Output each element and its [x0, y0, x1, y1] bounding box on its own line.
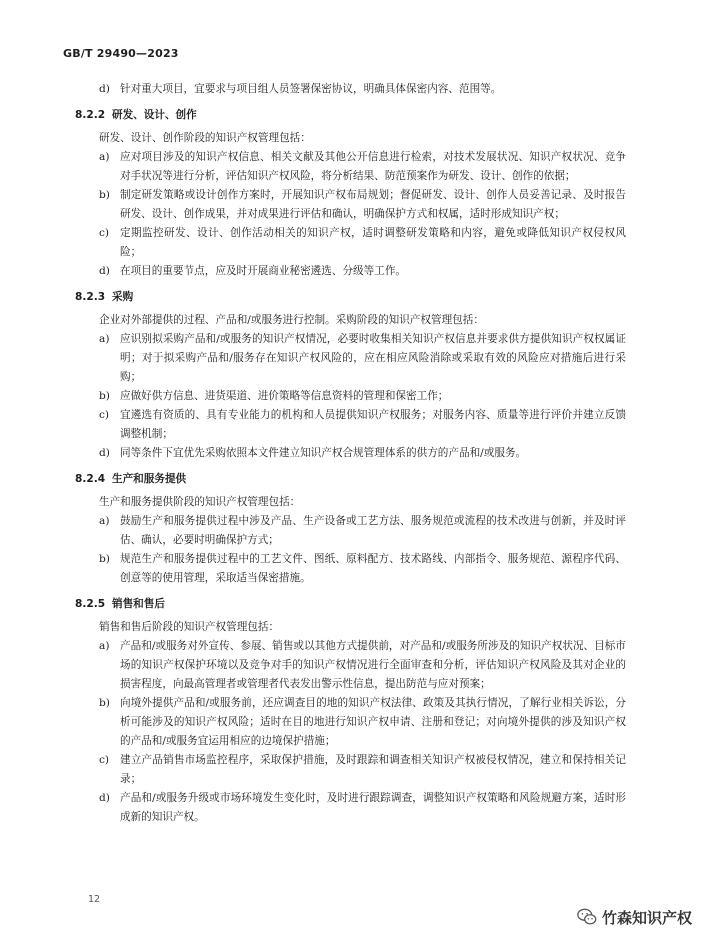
section-number: 8.2.5	[75, 598, 106, 610]
item-text: 规范生产和服务提供过程中的工艺文件、图纸、原料配方、技术路线、内部指令、服务规范、源程序代码、创意等的使用管理，采取适当保密措施。	[120, 553, 626, 584]
item-text: 宜遴选有资质的、具有专业能力的机构和人员提供知识产权服务；对服务内容、质量等进行评价并建立反馈调整机制；	[120, 409, 626, 440]
item-marker: b)	[99, 390, 110, 402]
list-item	[0, 637, 710, 694]
section-number: 8.2.4	[75, 473, 106, 485]
item-marker: a)	[99, 515, 110, 527]
section-intro: 研发、设计、创作阶段的知识产权管理包括：	[99, 132, 311, 144]
section-number: 8.2.2	[75, 109, 106, 121]
section-title: 生产和服务提供	[112, 473, 187, 485]
item-text: 建立产品销售市场监控程序，采取保护措施，及时跟踪和调查相关知识产权被侵权情况，建立和保持相关记录；	[120, 754, 626, 785]
item-text: 制定研发策略或设计创作方案时，开展知识产权布局规划；督促研发、设计、创作人员妥善记录、及时报告研发、设计、创作成果，并对成果进行评估和确认，明确保护方式和权属，适时形成知识产权；	[120, 189, 626, 220]
standard-code: GB/T 29490—2023	[63, 47, 179, 60]
section-title: 销售和售后	[112, 598, 165, 610]
section-heading	[0, 105, 710, 125]
list-item	[0, 789, 710, 827]
item-text: 应识别拟采购产品和/或服务的知识产权情况，必要时收集相关知识产权信息并要求供方提供知识产权权属证明；对于拟采购产品和/服务存在知识产权风险的，应在相应风险消除或采取有效的风险应对措施后进行采购；	[120, 333, 626, 383]
item-marker: d)	[99, 265, 110, 277]
item-text: 应做好供方信息、进货渠道、进价策略等信息资料的管理和保密工作；	[120, 390, 449, 402]
list-item	[0, 751, 710, 789]
item-marker: c)	[99, 409, 110, 421]
item-text: 向境外提供产品和/或服务前，还应调查目的地的知识产权法律、政策及其执行情况，了解行业相关诉讼，分析可能涉及的知识产权风险；适时在目的地进行知识产权申请、注册和登记；对向境外提供的涉及知识产权的产品和/或服务宜运用相应的边境保护措施；	[120, 697, 626, 747]
section-heading	[0, 287, 710, 307]
list-item	[0, 387, 710, 406]
item-marker: a)	[99, 151, 110, 163]
item-marker: b)	[99, 553, 110, 565]
section-title: 研发、设计、创作	[112, 109, 197, 121]
page-number: 12	[88, 894, 101, 905]
section-intro: 销售和售后阶段的知识产权管理包括：	[99, 621, 280, 633]
list-item	[0, 262, 710, 281]
wechat-bubble-icon	[576, 906, 598, 928]
item-marker: d)	[99, 83, 110, 95]
section-heading	[0, 469, 710, 489]
item-text: 针对重大项目，宜要求与项目组人员签署保密协议，明确具体保密内容、范围等。	[120, 83, 502, 95]
section-heading	[0, 594, 710, 614]
item-marker: a)	[99, 640, 110, 652]
item-marker: d)	[99, 792, 110, 804]
list-item	[0, 224, 710, 262]
item-text: 鼓励生产和服务提供过程中涉及产品、生产设备或工艺方法、服务规范或流程的技术改进与创新，并及时评估、确认，必要时明确保护方式；	[120, 515, 626, 546]
document-body	[0, 80, 710, 827]
section-intro: 生产和服务提供阶段的知识产权管理包括：	[99, 496, 301, 508]
item-marker: b)	[99, 697, 110, 709]
list-item	[0, 80, 710, 99]
list-item	[0, 148, 710, 186]
list-item	[0, 550, 710, 588]
section-number: 8.2.3	[75, 291, 106, 303]
watermark-text: 竹森知识产权	[601, 908, 692, 927]
item-text: 产品和/或服务升级或市场环境发生变化时，及时进行跟踪调查，调整知识产权策略和风险规避方案，适时形成新的知识产权。	[120, 792, 626, 823]
item-text: 应对项目涉及的知识产权信息、相关文献及其他公开信息进行检索，对技术发展状况、知识产权状况、竞争对手状况等进行分析，评估知识产权风险，将分析结果、防范预案作为研发、设计、创作的依据；	[120, 151, 626, 182]
section-title: 采购	[112, 291, 134, 303]
item-text: 产品和/或服务对外宣传、参展、销售或以其他方式提供前，对产品和/或服务所涉及的知识产权状况、目标市场的知识产权保护环境以及竞争对手的知识产权情况进行全面审查和分析，评估知识产权风险及其对企业的损害程度，向最高管理者或管理者代表发出警示性信息，提出防范与应对预案；	[120, 640, 626, 690]
item-text: 定期监控研发、设计、创作活动相关的知识产权，适时调整研发策略和内容，避免或降低知识产权侵权风险；	[120, 227, 626, 258]
list-item	[0, 694, 710, 751]
list-item	[0, 406, 710, 444]
item-text: 同等条件下宜优先采购依照本文件建立知识产权合规管理体系的供方的产品和/或服务。	[120, 447, 527, 459]
item-marker: b)	[99, 189, 110, 201]
item-marker: d)	[99, 447, 110, 459]
list-item	[0, 186, 710, 224]
item-marker: c)	[99, 227, 110, 239]
list-item	[0, 444, 710, 463]
list-item	[0, 512, 710, 550]
section-intro: 企业对外部提供的过程、产品和/或服务进行控制。采购阶段的知识产权管理包括：	[99, 314, 484, 326]
item-marker: c)	[99, 754, 110, 766]
watermark	[576, 906, 692, 928]
item-marker: a)	[99, 333, 110, 345]
item-text: 在项目的重要节点，应及时开展商业秘密遴选、分级等工作。	[120, 265, 407, 277]
list-item	[0, 330, 710, 387]
